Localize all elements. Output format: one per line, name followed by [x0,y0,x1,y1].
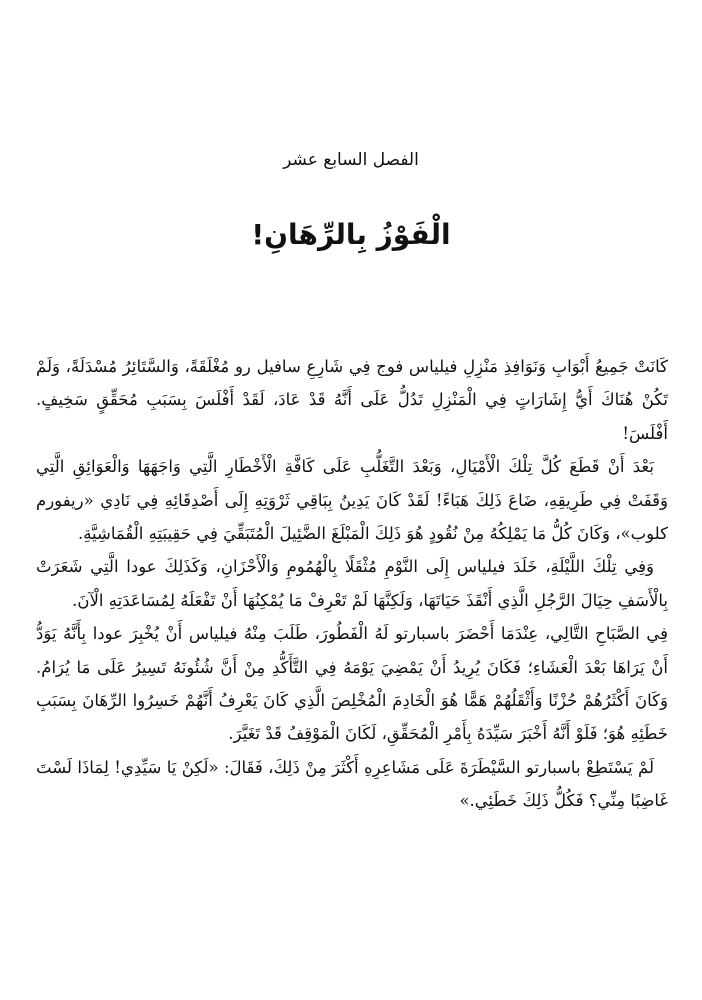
body-text [36,350,668,818]
paragraph: لَمْ يَسْتَطِعْ باسبارتو السَّيْطَرَةَ عَلَى مَشَاعِرِهِ أَكْثَرَ مِنْ ذَلِكَ، فَقَالَ: «لَكِنْ يَا سَيِّدِي! لِمَاذَا لَسْتَ غَاضِبًا مِنِّي؟ فَكُلُّ ذَلِكَ خَطَئِي.» [36,757,668,811]
chapter-label: الفصل السابع عشر [283,150,419,170]
paragraph: بَعْدَ أَنْ قَطَعَ كُلَّ تِلْكَ الْأَمْيَالِ، وَبَعْدَ التَّغَلُّبِ عَلَى كَافَّةِ الْأَخْطَارِ الَّتِي وَاجَهَهَا وَالْعَوَائِقِ الَّتِي وَقَفَتْ فِي طَرِيقِهِ، ضَاعَ ذَلِكَ هَبَاءً! لَقَدْ كَانَ يَدِينُ بِبَاقِي ثَرْوَتِهِ إِلَى أَصْدِقَائِهِ فِي نَادِي «ريفورم كلوب»، وَكَانَ كُلُّ مَا يَمْلِكُهُ مِنْ نُقُودٍ هُوَ ذَلِكَ الْمَبْلَغَ الضَّئِيلَ الْمُتَبَقِّيَ فِي حَقِيبَتِهِ الْقُمَاشِيَّةِ. [36,457,668,544]
chapter-title: الْفَوْزُ بِالرِّهَانِ! [251,218,451,251]
paragraph: وَفِي تِلْكَ اللَّيْلَةِ، خَلَدَ فيلياس إِلَى النَّوْمِ مُثْقَلًا بِالْهُمُومِ وَالْأَحْزَانِ، وَكَذَلِكَ عودا الَّتِي شَعَرَتْ بِالْأَسَفِ حِيَالَ الرَّجُلِ الَّذِي أَنْقَذَ حَيَاتَهَا، وَلَكِنَّهَا لَمْ تَعْرِفْ مَا يُمْكِنُهَا أَنْ تَفْعَلَهُ لِمُسَاعَدَتِهِ الْآنَ. [36,557,668,610]
paragraph: كَانَتْ جَمِيعُ أَبْوَابِ وَنَوَافِذِ مَنْزِلِ فيلياس فوج فِي شَارِعِ سافيل رو مُغْلَقَةً، وَالسَّتَائِرُ مُسْدَلَةً، وَلَمْ تَكُنْ هُنَاكَ أَيُّ إِشَارَاتٍ فِي الْمَنْزِلِ تَدُلُّ عَلَى أَنَّهُ قَدْ عَادَ، لَقَدْ أَفْلَسَ بِسَبَبِ مُحَقِّقٍ سَخِيفٍ. أَفْلَسَ! [36,357,668,443]
paragraph: فِي الصَّبَاحِ التَّالِي، عِنْدَمَا أَحْضَرَ باسبارتو لَهُ الْفَطُورَ، طَلَبَ مِنْهُ فيلياس أَنْ يُخْبِرَ عودا بِأَنَّهُ يَوَدُّ أَنْ يَرَاهَا بَعْدَ الْعَشَاءِ؛ فَكَانَ يُرِيدُ أَنْ يَمْضِيَ يَوْمَهُ فِي التَّأَكُّدِ مِنْ أَنَّ شُئُونَهُ تَسِيرُ عَلَى مَا يُرَامُ. وَكَانَ أَكْثَرُهُمْ حُزْنًا وَأَثْقَلُهُمْ هَمًّا هُوَ الْخَادِمَ الْمُخْلِصَ الَّذِي كَانَ يَعْرِفُ أَنَّهُمْ خَسِرُوا الرِّهَانَ بِسَبَبِ خَطَئِهِ هُوَ؛ فَلَوْ أَنَّهُ أَخْبَرَ سَيِّدَهُ بِأَمْرِ الْمُحَقِّقِ، لَكَانَ الْمَوْقِفُ قَدْ تَغَيَّرَ. [36,624,668,744]
